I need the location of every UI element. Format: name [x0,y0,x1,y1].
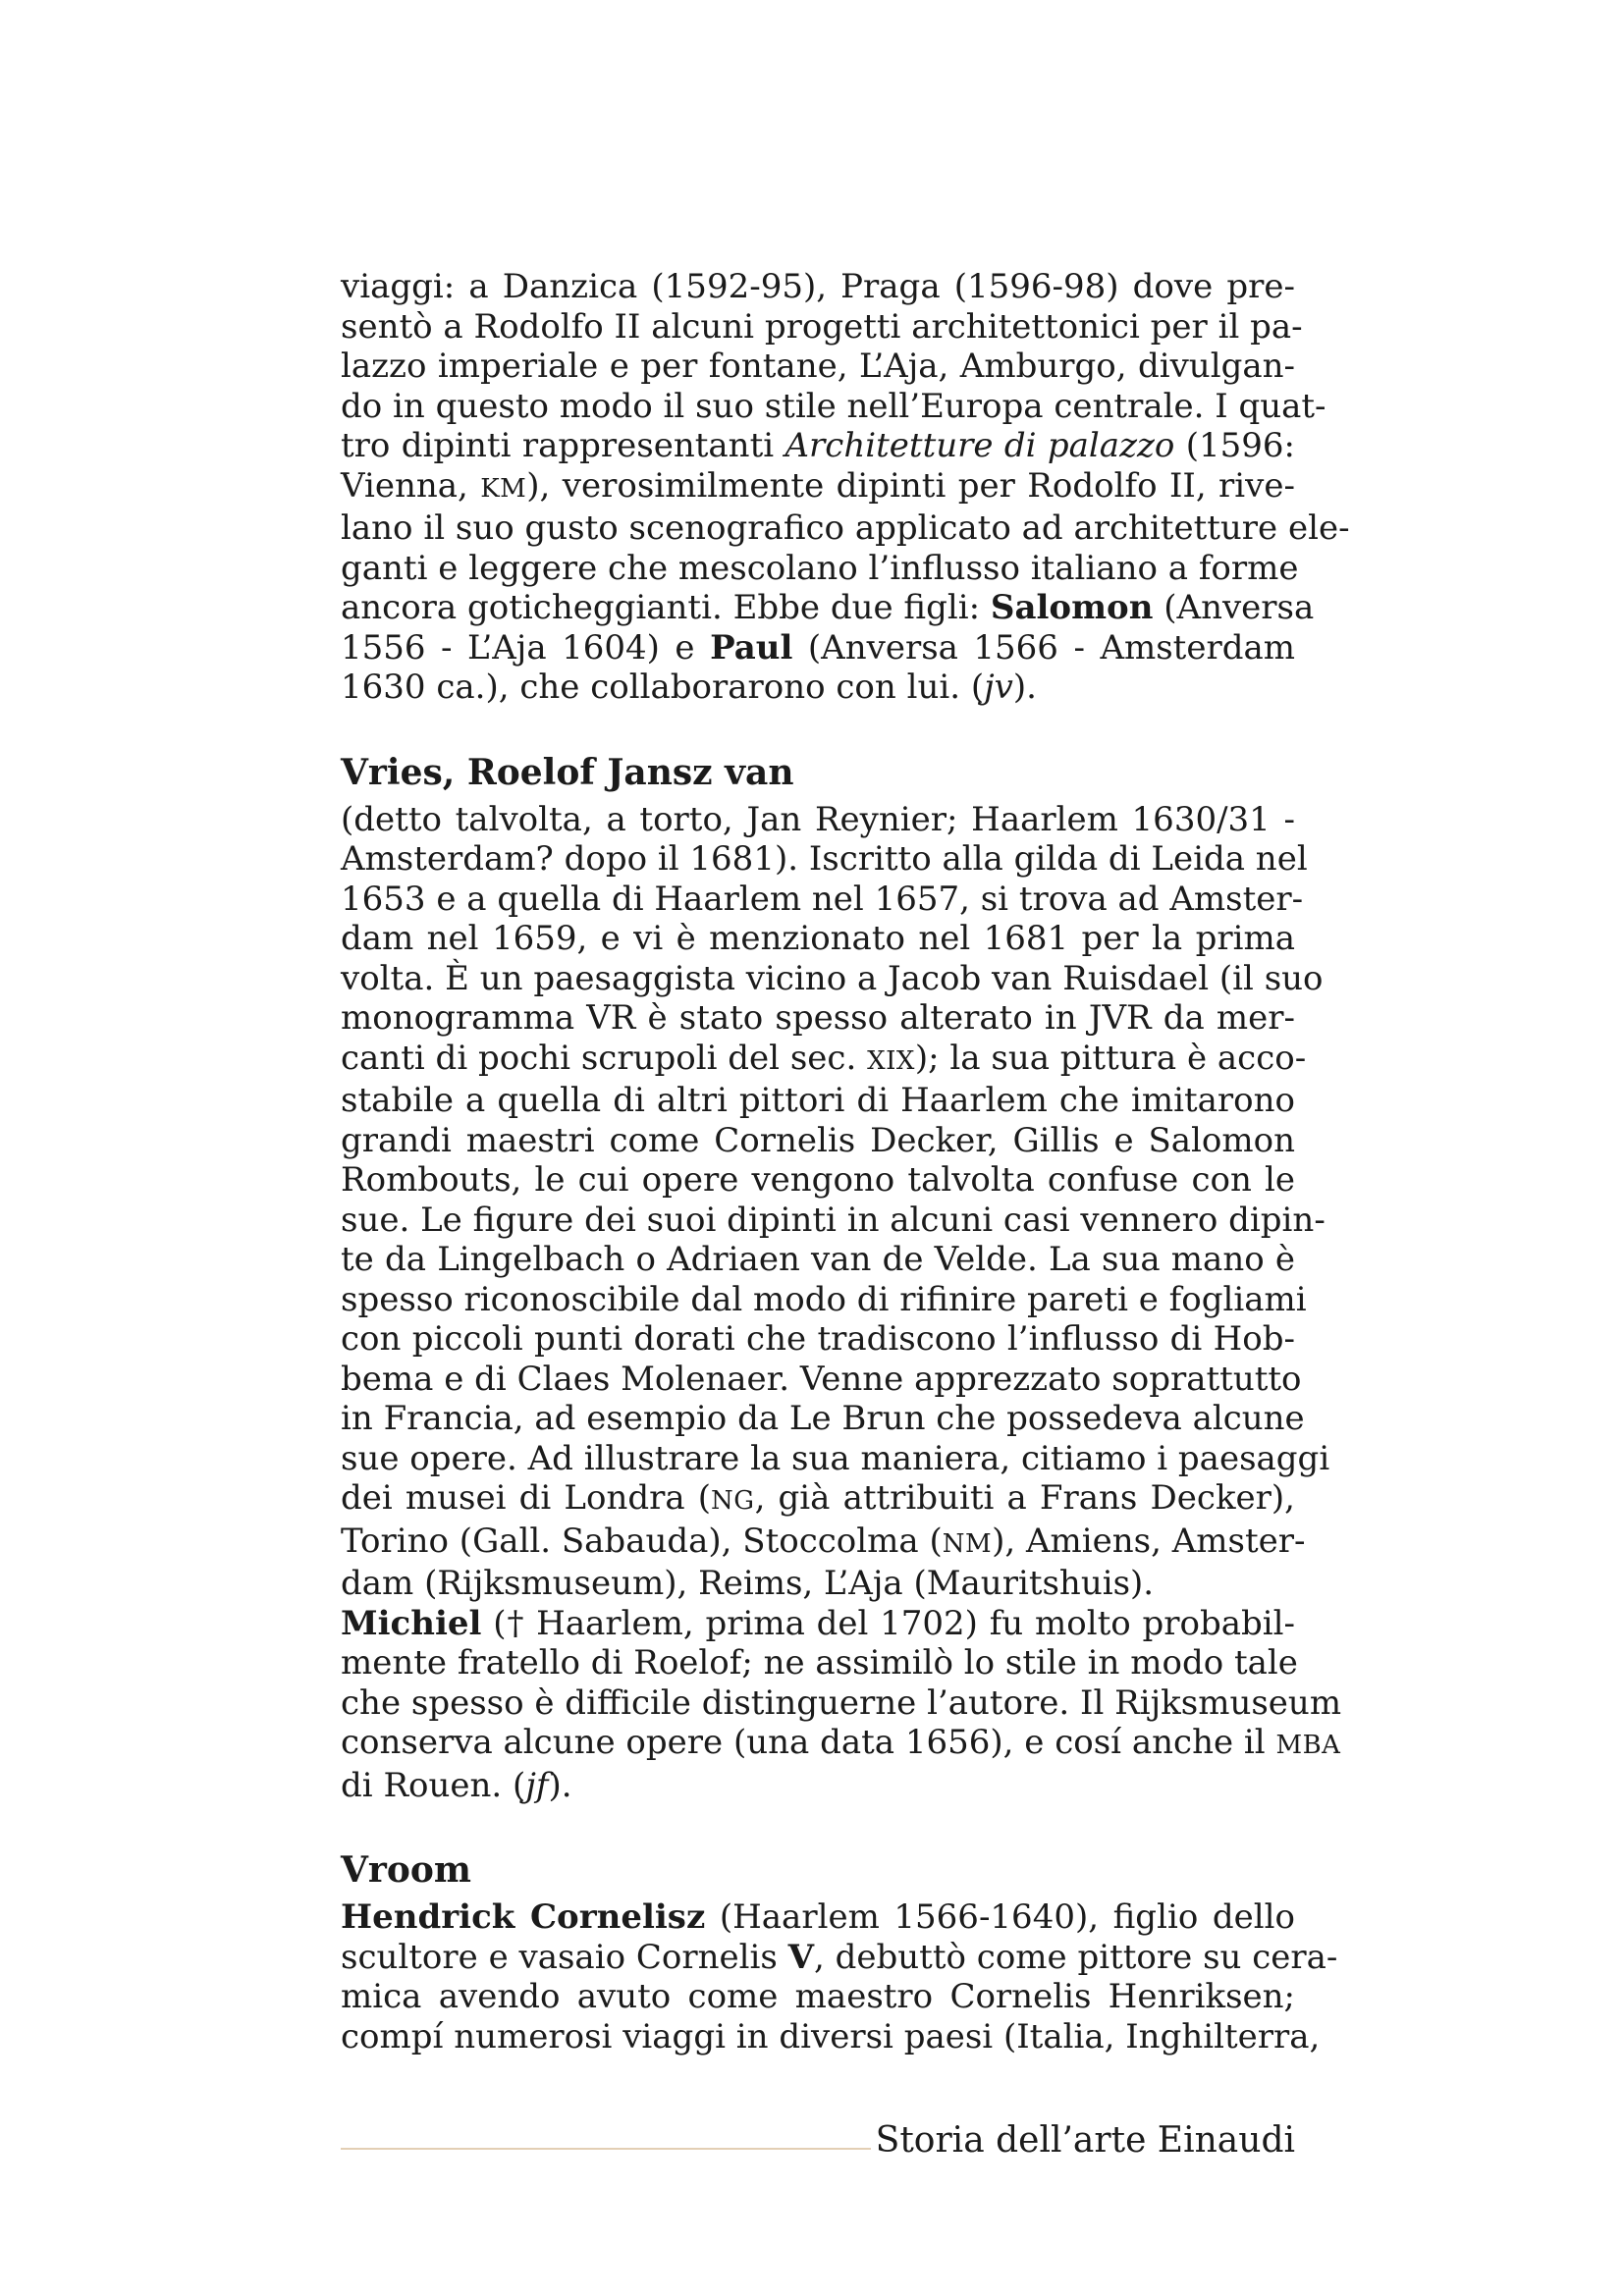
museum-abbrev: NG [711,1486,755,1516]
text-line: Rombouts, le cui opere vengono talvolta confuse con le [341,1160,1295,1200]
initial: V [787,1937,815,1977]
text-line: te da Lingelbach o Adriaen van de Velde. La sua mano è [341,1240,1295,1279]
text-line: 1630 ca.), che collaborarono con lui. (jv). [341,667,1037,707]
text-line: 1556 - L’Aja 1604) e Paul (Anversa 1566 - Amsterdam [341,627,1295,667]
text-line: che spesso è difficile distinguerne l’autore. Il Rijksmuseum [341,1682,1342,1723]
text-line: conserva alcune opere (una data 1656), e cosí anche il MBA [341,1723,1341,1762]
text-line: dam (Rijksmuseum), Reims, L’Aja (Mauritshuis). [341,1564,1155,1603]
entry-heading-vries: Vries, Roelof Jansz van [341,751,794,793]
text-line: dam nel 1659, e vi è menzionato nel 1681 per la prima [341,919,1295,958]
text-line: mica avendo avuto come maestro Cornelis Henriksen; [341,1977,1295,2016]
text-line: ganti e leggere che mescolano l’influsso italiano a forme [341,548,1299,588]
entry-vries-paragraph-1 [341,799,1330,1604]
person-name: Paul [710,627,793,667]
text-line: grandi maestri come Cornelis Decker, Gillis e Salomon [341,1120,1295,1160]
entry-heading-vroom: Vroom [341,1849,472,1891]
museum-abbrev: MBA [1275,1731,1341,1760]
text-line: sentò a Rodolfo II alcuni progetti architettonici per il pa- [341,306,1303,347]
text-line: stabile a quella di altri pittori di Haarlem che imitarono [341,1081,1295,1120]
text-line: Torino (Gall. Sabauda), Stoccolma (NM), Amiens, Amster- [341,1521,1306,1561]
text-line: mente fratello di Roelof; ne assimilò lo stile in modo tale [341,1643,1298,1682]
text-line: Michiel († Haarlem, prima del 1702) fu molto probabil- [341,1603,1295,1643]
text-line: tro dipinti rappresentanti Architetture di palazzo (1596: [341,426,1295,465]
footer-rule [341,2148,871,2150]
text-line: 1653 e a quella di Haarlem nel 1657, si trova ad Amster- [341,879,1304,919]
text-line: Amsterdam? dopo il 1681). Iscritto alla gilda di Leida nel [341,839,1308,879]
museum-abbrev: NM [942,1528,993,1559]
text-line: volta. È un paesaggista vicino a Jacob van Ruisdael (il suo [341,958,1324,998]
artwork-title: Architetture di palazzo [784,426,1175,465]
text-line: Hendrick Cornelisz (Haarlem 1566-1640), figlio dello [341,1897,1295,1937]
text-line: lano il suo gusto scenografico applicato ad architetture ele- [341,508,1350,548]
text-line: dei musei di Londra (NG, già attribuiti a Frans Decker), [341,1478,1295,1518]
text-line: ancora goticheggianti. Ebbe due figli: Salomon (Anversa [341,588,1315,627]
text-line: con piccoli punti dorati che tradiscono l’influsso di Hob- [341,1319,1295,1359]
text-line: canti di pochi scrupoli del sec. XIX); la sua pittura è acco- [341,1038,1307,1078]
page-body [341,267,1350,2056]
person-name: Hendrick Cornelisz [341,1897,706,1937]
text-line: sue opere. Ad illustrare la sua maniera, citiamo i paesaggi [341,1438,1330,1478]
text-line: bema e di Claes Molenaer. Venne apprezzato soprattutto [341,1359,1302,1399]
text-line: spesso riconoscibile dal modo di rifinire pareti e fogliami [341,1279,1307,1319]
author-signature: jv [984,667,1013,707]
century-numeral: XIX [867,1045,915,1076]
text-line: Vienna, KM), verosimilmente dipinti per Rodolfo II, rive- [341,465,1295,506]
page-footer [341,2110,1295,2169]
text-line: sue. Le figure dei suoi dipinti in alcuni casi vennero dipin- [341,1200,1325,1240]
person-name: Salomon [990,588,1154,627]
text-line: monogramma VR è stato spesso alterato in JVR da mer- [341,998,1295,1038]
text-line: do in questo modo il suo stile nell’Europa centrale. I quat- [341,386,1326,426]
author-signature: jf [525,1765,549,1805]
person-name: Michiel [341,1603,482,1643]
text-line: (detto talvolta, a torto, Jan Reynier; Haarlem 1630/31 - [341,799,1295,839]
entry-prev-paragraph [341,267,1350,708]
text-line: in Francia, ad esempio da Le Brun che possedeva alcune [341,1399,1305,1438]
text-line: viaggi: a Danzica (1592-95), Praga (1596-98) dove pre- [341,267,1295,306]
text-line: compí numerosi viaggi in diversi paesi (Italia, Inghilterra, [341,2016,1321,2056]
footer-publisher: Storia dell’arte Einaudi [875,2120,1295,2161]
text-line: lazzo imperiale e per fontane, L’Aja, Amburgo, divulgan- [341,347,1295,386]
museum-abbrev: KM [480,473,527,504]
text-line: scultore e vasaio Cornelis V, debuttò come pittore su cera- [341,1937,1338,1977]
entry-vries-paragraph-2 [341,1603,1342,1806]
entry-vroom-paragraph [341,1897,1338,2056]
text-line: di Rouen. (jf). [341,1765,572,1805]
